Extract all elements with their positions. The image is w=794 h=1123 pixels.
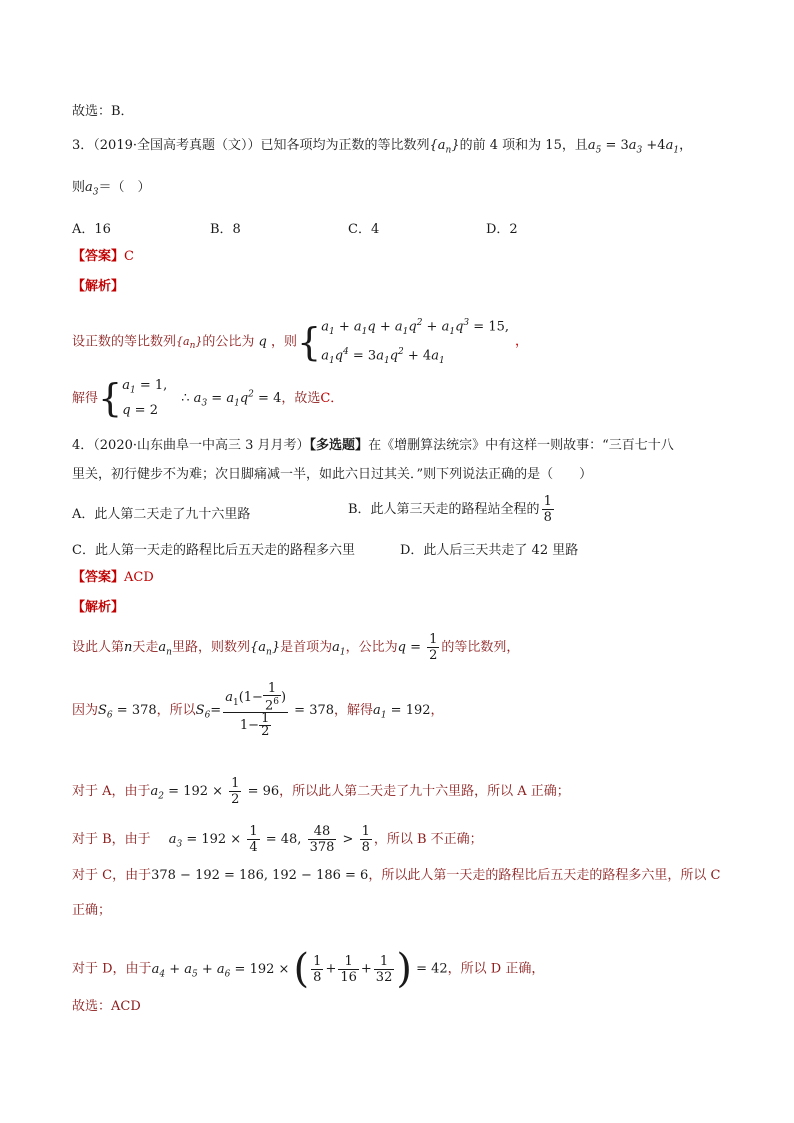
- q3-sol2a: 解得: [72, 390, 99, 406]
- q3-option-c: C．4: [348, 222, 380, 237]
- q4-solution-line3: 对于 A，由于$a_2 = 192$ × $\frac{1}{2}$ = 96，所以此人第二天走了九十六里路，所以 A 正确；: [72, 776, 570, 807]
- q3-sol2b: ，故选: [281, 390, 321, 406]
- q4-s1f: 的等比数列，: [441, 640, 520, 655]
- q4-solution-line4: 对于 B，由于 $a_3 = 192$ × $\frac{1}{4}$ = 48, $\frac{48}{378}$ > $\frac{1}{8}$ ，所以 B 不正确；: [72, 824, 483, 855]
- q3-sol1b: 的公比为: [202, 334, 255, 350]
- q3-sol1a: 设正数的等比数列: [72, 334, 177, 350]
- q4-s6a: 对于 D，由于: [72, 961, 152, 977]
- q3-source: （2019·全国高考真题（文））: [93, 138, 261, 153]
- q3-stem-line2: [72, 179, 151, 202]
- q3-option-d: D．2: [486, 222, 518, 237]
- q4-answer: [72, 569, 154, 587]
- q4-s6b: ，所以 D 正确，: [447, 961, 545, 977]
- q4-stem-line1: [72, 437, 674, 455]
- q4-option-c: C．此人第一天走的路程比后五天走的路程多六里: [72, 543, 355, 558]
- q4-option-b-fraction: $\frac{1}{8}$: [543, 494, 552, 525]
- q3-option-b: B．8: [210, 222, 241, 237]
- q3-analysis-label: 【解析】: [72, 279, 125, 294]
- q4-s3a: 对于 A，由于: [72, 784, 151, 799]
- q3-text3: 则: [72, 180, 86, 195]
- q3-answer-value: C: [124, 249, 134, 264]
- q4-number: 4．: [72, 438, 94, 453]
- q4-solution-line5b: 正确；: [72, 903, 112, 918]
- q4-analysis-label: 【解析】: [72, 600, 125, 615]
- q4-s1d: 是首项为: [280, 640, 333, 655]
- q3-solution-system: $a_1 = 1$, q = 2: [122, 378, 168, 418]
- q4-option-b: [348, 494, 556, 525]
- q3-answer: [72, 248, 134, 266]
- q3-text3b: ＝（ ）: [98, 180, 151, 195]
- q4-s2c: ，解得: [334, 703, 374, 719]
- q3-answer-tag: 【答案】: [72, 249, 125, 264]
- q4-s1b: 天走: [132, 640, 159, 655]
- q3-number: 3．: [72, 138, 94, 153]
- q4-analysis-tag: [72, 599, 124, 617]
- prev-choose: 故选：B．: [72, 104, 134, 119]
- q4-s1e: ，公比为: [345, 640, 398, 655]
- q4-s2a: 因为: [72, 703, 99, 719]
- q4-tag: 【多选题】: [309, 438, 369, 453]
- q4-option-a: A．此人第二天走了九十六里路: [72, 507, 251, 522]
- q4-s3b: ，所以此人第二天走了九十六里路，所以 A 正确；: [279, 784, 570, 799]
- q4-sum-fraction: $a_1(1-$ $\frac{1}{2^6}$ ) 1− $\frac{1}{2}$: [225, 681, 287, 740]
- q4-text1: 在《增删算法统宗》中有这样一则故事：“三百七十八: [368, 438, 674, 453]
- q4-s1a: 设此人第: [72, 640, 125, 655]
- q4-s1c: 里路，则数列: [171, 640, 250, 655]
- q4-stem-line2: 里关，初行健步不为难；次日脚痛减一半，如此六日过其关．”则下列说法正确的是（ ）: [72, 467, 593, 482]
- q4-s5b: ，所以此人第一天走的路程比后五天走的路程多六里，所以 C: [368, 868, 721, 883]
- q4-s4b: ，所以 B 不正确；: [373, 832, 483, 847]
- q3-sol1c: ，则: [270, 334, 297, 350]
- q4-s4a: 对于 B，由于: [72, 832, 151, 847]
- q4-solution-line5: 对于 C，由于378 − 192 = 186, 192 − 186 = 6，所以此人第一天走的路程比后五天走的路程多六里，所以 C: [72, 868, 721, 883]
- q4-option-d: D．此人后三天共走了 42 里路: [400, 543, 579, 558]
- q4-solution-line1: 设此人第n天走$a_n$里路，则数列$\{a_n\}$是首项为$a_1$，公比为q = $\frac{1}{2}$ 的等比数列，: [72, 632, 520, 663]
- q3-sol2c: C．: [320, 390, 344, 406]
- q4-answer-value: ACD: [124, 570, 154, 585]
- q4-solution-line2: 因为$S_6 = 378$，所以$S_6=$ $a_1(1-$ $\frac{1}{2^6}$ ) 1− $\frac{1}{2}$ = 378，解得$a_1 = 192$，: [72, 681, 444, 740]
- q4-answer-tag: 【答案】: [72, 570, 125, 585]
- q3-solution-line1: 设正数的等比数列$\{a_n\}$的公比为 q ，则{$a_1 + a_1q + a_1q^2 + a_1q^3 = 15$, $a_1q^4 = 3a_1q^2 + 4a_1$，: [72, 313, 528, 371]
- q4-s5a: 对于 C，由于: [72, 868, 152, 883]
- q3-a3: $a_3$: [85, 180, 99, 198]
- q3-stem-line1: 3．（2019·全国高考真题（文））已知各项均为正数的等比数列$\{a_n\}$的前 4 项和为 15，且$a_5 = 3a_3 +4a_1$，: [72, 138, 693, 156]
- q3-text1: 已知各项均为正数的等比数列: [260, 138, 430, 153]
- q3-option-a: A．16: [72, 222, 111, 237]
- q3-equation-system: $a_1 + a_1q + a_1q^2 + a_1q^3 = 15$, $a_1q^4 = 3a_1q^2 + 4a_1$: [321, 318, 509, 366]
- q4-option-b-text: B．此人第三天走的路程站全程的: [348, 502, 540, 517]
- q4-source: （2020·山东曲阜一中高三 3 月月考）: [93, 438, 310, 453]
- q4-s2b: ，所以: [156, 703, 196, 719]
- q3-text2: 的前 4 项和为 15，且: [459, 138, 588, 153]
- q3-analysis-tag: [72, 278, 124, 296]
- q3-condition: $a_5 = 3a_3 +4a_1$: [587, 138, 680, 156]
- q4-solution-line6: 对于 D，由于$a_4 + a_5 + a_6 = 192$ × ( $\frac{1}{8}$ + $\frac{1}{16}$ + $\frac{1}{32}$ ) = 42，所以 D 正确，: [72, 946, 545, 992]
- q4-choose: 故选：ACD: [72, 999, 141, 1014]
- q3-seq-expr: $\{a_n\}$: [429, 138, 460, 156]
- q3-solution-line2: 解得{$a_1 = 1$, q = 2∴ $a_3 = a_1q^2 = 4$，故选C．: [72, 376, 344, 421]
